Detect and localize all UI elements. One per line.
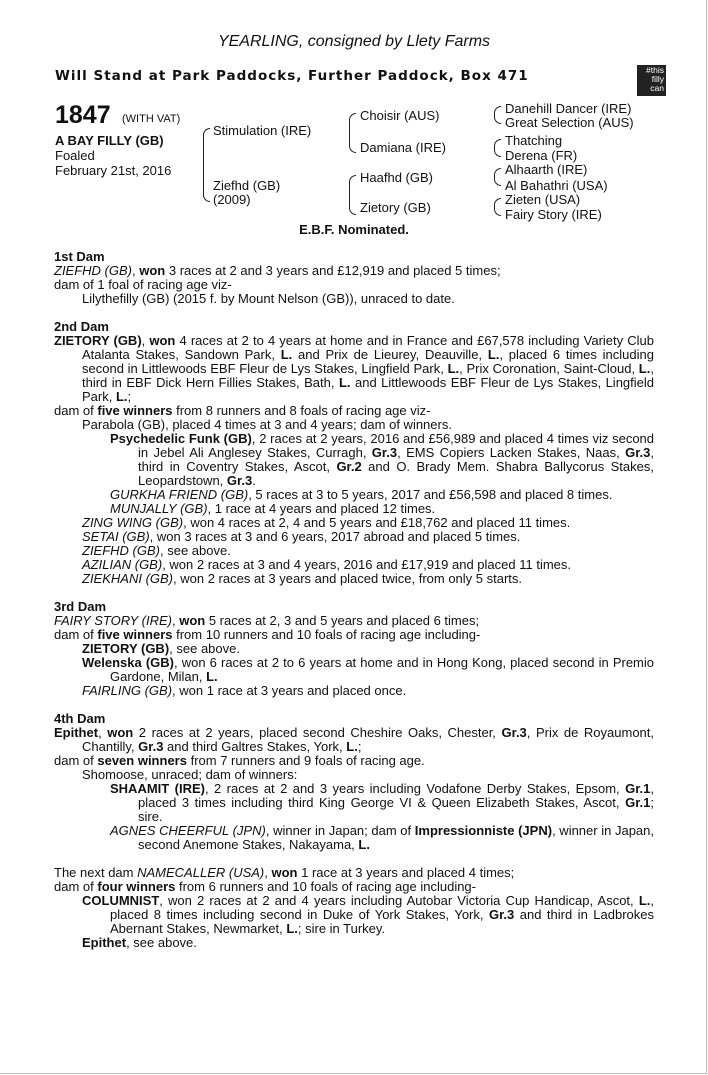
- produce-record: FAIRLING (GB), won 1 race at 3 years and placed once.: [82, 683, 407, 698]
- dam-heading: 3rd Dam: [54, 599, 107, 614]
- produce-record: AZILIAN (GB), won 2 races at 3 and 4 years, 2016 and £17,919 and placed 11 times.: [82, 557, 572, 572]
- produce-record: COLUMNIST, won 2 races at 2 and 4 years including Autobar Victoria Cup Handicap, Ascot, L., placed 8 times including second in Duke of York Stakes, York, Gr.3 and third in Ladbrokes Abernant Stakes, Newmarket, L.; sire in Turkey.: [82, 893, 654, 936]
- produce-record: Epithet, see above.: [82, 935, 197, 950]
- pedigree-brace-main: [203, 128, 210, 202]
- produce-record: dam of five winners from 10 runners and 10 foals of racing age including-: [54, 627, 481, 642]
- produce-record: ZING WING (GB), won 4 races at 2, 4 and 5 years and £18,762 and placed 11 times.: [82, 515, 571, 530]
- produce-record: SETAI (GB), won 3 races at 3 and 6 years, 2017 abroad and placed 5 times.: [82, 529, 521, 544]
- foaled-label: Foaled: [55, 148, 95, 163]
- dam-heading: 4th Dam: [54, 711, 106, 726]
- produce-record: GURKHA FRIEND (GB), 5 races at 3 to 5 years, 2017 and £56,598 and placed 8 times.: [110, 487, 613, 502]
- dam-heading: 1st Dam: [54, 249, 105, 264]
- pedigree-dam: Ziefhd (GB): [213, 178, 281, 193]
- pedigree-sss: Danehill Dancer (IRE): [505, 101, 632, 116]
- produce-record: ZIEKHANI (GB), won 2 races at 3 years and placed twice, from only 5 starts.: [82, 571, 523, 586]
- produce-record: ZIETORY (GB), see above.: [82, 641, 240, 656]
- vat-note: (WITH VAT): [122, 113, 181, 125]
- produce-record: MUNJALLY (GB), 1 race at 4 years and placed 12 times.: [110, 501, 436, 516]
- dam-heading: 2nd Dam: [54, 319, 109, 334]
- produce-record: dam of four winners from 6 runners and 10 foals of racing age including-: [54, 879, 476, 894]
- pedigree-brace-ss: [494, 106, 501, 124]
- produce-record: Lilythefilly (GB) (2015 f. by Mount Nelson (GB)), unraced to date.: [82, 291, 455, 306]
- produce-record: FAIRY STORY (IRE), won 5 races at 2, 3 and 5 years and placed 6 times;: [54, 613, 480, 628]
- dam-section: [54, 600, 654, 698]
- horse-description: A BAY FILLY (GB): [55, 133, 164, 148]
- produce-record: dam of 1 foal of racing age viz-: [54, 277, 232, 292]
- produce-record: Psychedelic Funk (GB), 2 races at 2 years, 2016 and £56,989 and placed 4 times viz second in Jebel Ali Anglesey Stakes, Curragh, Gr.3, EMS Copiers Lacken Stakes, Naas, Gr.3, third in Coventry Stakes, Ascot, Gr.2 and O. Brady Mem. Shabra Ballycorus Stakes, Leopardstown, Gr.3.: [110, 431, 655, 488]
- logo-line: filly: [651, 74, 664, 84]
- pedigree-brace-dd: [494, 198, 501, 216]
- produce-record: AGNES CHEERFUL (JPN), winner in Japan; dam of Impressionniste (JPN), winner in Japan, second Anemone Stakes, Nakayama, L.: [110, 823, 654, 852]
- stand-location: Will Stand at Park Paddocks, Further Paddock, Box 471: [55, 68, 529, 84]
- produce-record: ZIEFHD (GB), won 3 races at 2 and 3 years and £12,919 and placed 5 times;: [54, 263, 501, 278]
- produce-record: Parabola (GB), placed 4 times at 3 and 4 years; dam of winners.: [82, 417, 452, 432]
- pedigree-dsd: Al Bahathri (USA): [505, 178, 608, 193]
- dam-section: [54, 866, 654, 950]
- pedigree-dam-dam: Zietory (GB): [360, 200, 431, 215]
- pedigree-dam-sire: Haafhd (GB): [360, 170, 433, 185]
- produce-record: Shomoose, unraced; dam of winners:: [82, 767, 298, 782]
- produce-record: ZIEFHD (GB), see above.: [82, 543, 231, 558]
- logo-line: can: [650, 83, 664, 93]
- dam-section: [54, 712, 654, 852]
- pedigree-brace-dam: [349, 175, 356, 215]
- foaled-date: February 21st, 2016: [55, 163, 172, 178]
- dam-section: [54, 320, 654, 586]
- produce-record: The next dam NAMECALLER (USA), won 1 race at 3 years and placed 4 times;: [54, 865, 515, 880]
- pedigree-dam-year: (2009): [213, 192, 251, 207]
- pedigree-sire-dam: Damiana (IRE): [360, 140, 446, 155]
- dam-section: [54, 250, 654, 306]
- pedigree-ssd: Great Selection (AUS): [505, 115, 634, 130]
- family-sections: [54, 250, 654, 964]
- pedigree-brace-ds: [494, 168, 501, 186]
- pedigree-ddd: Fairy Story (IRE): [505, 207, 602, 222]
- lot-number: 1847: [55, 101, 111, 129]
- produce-record: Welenska (GB), won 6 races at 2 to 6 years at home and in Hong Kong, placed second in Premio Gardone, Milan, L.: [82, 655, 654, 684]
- pedigree-sds: Thatching: [505, 133, 563, 148]
- catalogue-title: YEARLING, consigned by Llety Farms: [217, 33, 491, 50]
- produce-record: SHAAMIT (IRE), 2 races at 2 and 3 years including Vodafone Derby Stakes, Epsom, Gr.1, placed 3 times including third King George VI & Queen Elizabeth Stakes, Ascot, Gr.1; sire.: [110, 781, 654, 824]
- pedigree-sire-sire: Choisir (AUS): [360, 108, 440, 123]
- ebf-nomination: E.B.F. Nominated.: [299, 222, 409, 237]
- produce-record: Epithet, won 2 races at 2 years, placed second Cheshire Oaks, Chester, Gr.3, Prix de Royaumont, Chantilly, Gr.3 and third Galtres Stakes, York, L.;: [54, 725, 655, 754]
- pedigree-dss: Alhaarth (IRE): [505, 162, 588, 177]
- foaled-info: [55, 148, 171, 178]
- pedigree-brace-sd: [494, 139, 501, 157]
- pedigree-sire: Stimulation (IRE): [213, 123, 312, 138]
- pedigree-dds: Zieten (USA): [505, 192, 581, 207]
- pedigree-brace-sire: [349, 113, 356, 153]
- produce-record: dam of seven winners from 7 runners and 9 foals of racing age.: [54, 753, 425, 768]
- produce-record: ZIETORY (GB), won 4 races at 2 to 4 years at home and in France and £67,578 including Variety Club Atalanta Stakes, Sandown Park, L. and Prix de Lieurey, Deauville, L., placed 6 times including second in Littlewoods EBF Fleur de Lys Stakes, Lingfield Park, L., Prix Coronation, Saint-Cloud, L., third in EBF Dick Hern Fillies Stakes, Bath, L. and Littlewoods EBF Fleur de Lys Stakes, Lingfield Park, L.;: [54, 333, 654, 404]
- this-filly-can-logo: [637, 65, 666, 96]
- pedigree-sdd: Derena (FR): [505, 148, 578, 163]
- produce-record: dam of five winners from 8 runners and 8 foals of racing age viz-: [54, 403, 431, 418]
- logo-line: #this: [646, 65, 664, 75]
